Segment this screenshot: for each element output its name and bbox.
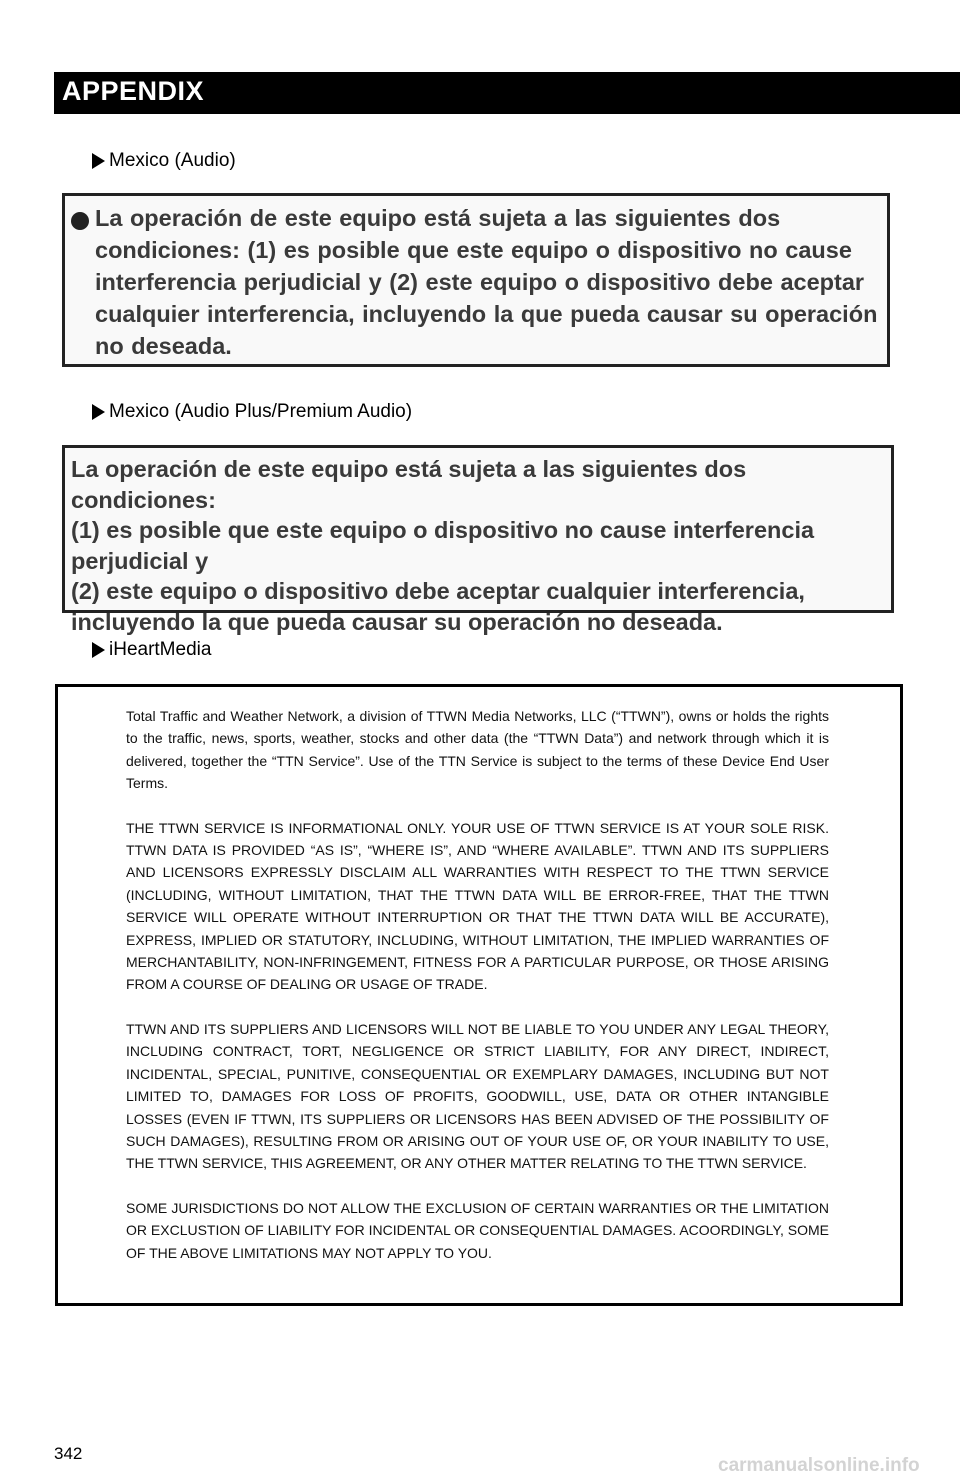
notice-line: (1) es posible que este equipo o dispositivo no cause interferencia	[71, 517, 815, 543]
triangle-bullet-icon	[92, 404, 105, 420]
circle-bullet-icon	[71, 212, 89, 230]
notice-line: incluyendo la que pueda causar su operación no deseada.	[71, 608, 723, 635]
page-title: APPENDIX	[62, 76, 205, 106]
page-number: 342	[54, 1444, 83, 1463]
mexico-audio-plus-notice-box	[62, 445, 894, 635]
triangle-bullet-icon	[92, 642, 105, 658]
notice-line: (2) este equipo o dispositivo debe aceptar cualquier interferencia,	[71, 578, 805, 604]
mexico-audio-notice-text: La operación de este equipo está sujeta a las siguientes dos condiciones: (1) es posible que este equipo o dispositivo no cause interferencia perjudicial y (2) este equipo o dispositivo debe aceptar cualquier interferencia, incluyendo la que pueda causar su operación no deseada.	[95, 205, 878, 359]
terms-paragraph: Total Traffic and Weather Network, a division of TTWN Media Networks, LLC (“TTWN”), owns or holds the rights to the traffic, news, sports, weather, stocks and other data (the “TTWN Data”) and network through which it is delivered, together the “TTN Service”. Use of the TTN Service is subject to the terms of these Device End User Terms.	[126, 708, 829, 792]
notice-line: perjudicial y	[71, 547, 209, 574]
section-heading-label: iHeartMedia	[109, 639, 212, 660]
watermark: carmanualsonline.info	[718, 1455, 920, 1476]
terms-paragraph: SOME JURISDICTIONS DO NOT ALLOW THE EXCLUSION OF CERTAIN WARRANTIES OR THE LIMITATION OR EXCLUSTION OF LIABILITY FOR INCIDENTAL OR CONSEQUENTIAL DAMAGES. ACOORDINGLY, SOME OF THE ABOVE LIMITATIONS MAY NOT APPLY TO YOU.	[126, 1199, 829, 1261]
terms-paragraph: TTWN AND ITS SUPPLIERS AND LICENSORS WILL NOT BE LIABLE TO YOU UNDER ANY LEGAL THEORY, INCLUDING CONTRACT, TORT, NEGLIGENCE OR STRICT LIABILITY, FOR ANY DIRECT, INDIRECT, INCIDENTAL, SPECIAL, PUNITIVE, CONSEQUENTIAL OR EXEMPLARY DAMAGES, INCLUDING BUT NOT LIMITED TO, DAMAGES FOR LOSS OF PROFITS, GOODWILL, USE, DATA OR OTHER INTANGIBLE LOSSES (EVEN IF TTWN, ITS SUPPLIERS OR LICENSORS HAS BEEN ADVISED OF THE POSSIBILITY OF SUCH DAMAGES), RESULTING FROM OR ARISING OUT OF YOUR USE OF, OR YOUR INABILITY TO USE, THE TTWN SERVICE, THIS AGREEMENT, OR ANY OTHER MATTER RELATING TO THE TTWN SERVICE.	[126, 1020, 829, 1172]
triangle-bullet-icon	[92, 153, 105, 169]
iheartmedia-terms-box	[55, 684, 903, 1306]
section-heading-mexico-audio-plus	[92, 401, 412, 423]
notice-line: La operación de este equipo está sujeta a las siguientes dos condiciones:	[71, 456, 747, 513]
section-heading-label: Mexico (Audio)	[109, 150, 236, 171]
iheartmedia-terms-content	[126, 705, 829, 1286]
appendix-header-bar	[54, 72, 960, 114]
section-heading-iheartmedia	[92, 639, 211, 661]
mexico-audio-notice-box	[62, 193, 890, 367]
terms-paragraph: THE TTWN SERVICE IS INFORMATIONAL ONLY. YOUR USE OF TTWN SERVICE IS AT YOUR SOLE RISK. TTWN DATA IS PROVIDED “AS IS”, “WHERE IS”, AND “WHERE AVAILABLE”. TTWN AND ITS SUPPLIERS AND LICENSORS EXPRESSLY DISCLAIM ALL WARRANTIES WITH RESPECT TO THE TTWN SERVICE (INCLUDING, WITHOUT LIMITATION, THAT THE TTWN DATA WILL BE ERROR-FREE, THAT THE TTWN SERVICE WILL OPERATE WITHOUT INTERRUPTION OR THAT THE TTWN DATA WILL BE ACCURATE), EXPRESS, IMPLIED OR STATUTORY, INCLUDING, WITHOUT LIMITATION, THE IMPLIED WARRANTIES OF MERCHANTABILITY, NON-INFRINGEMENT, FITNESS FOR A PARTICULAR PURPOSE, OR THOSE ARISING FROM A COURSE OF DEALING OR USAGE OF TRADE.	[126, 819, 829, 993]
section-heading-label: Mexico (Audio Plus/Premium Audio)	[109, 401, 413, 422]
section-heading-mexico-audio	[92, 150, 236, 172]
mexico-audio-plus-notice-text	[71, 454, 886, 637]
